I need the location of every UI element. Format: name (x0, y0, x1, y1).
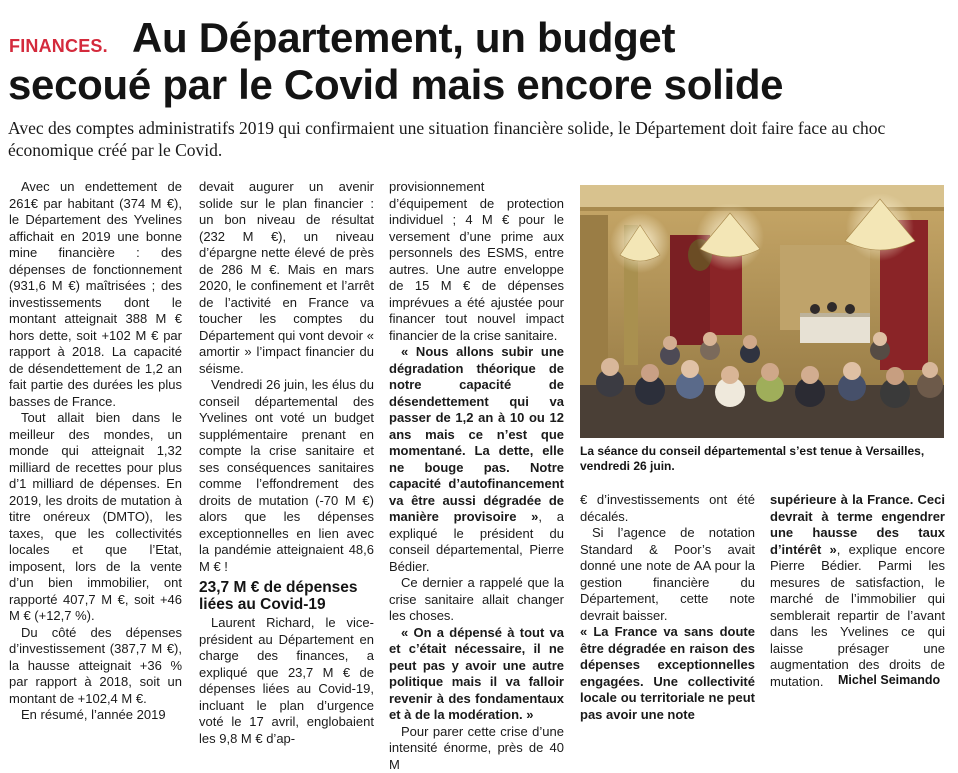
photo-caption: La séance du conseil départemental s’est tenue à Versailles, vendredi 26 juin. (580, 444, 944, 474)
column-1 (9, 179, 182, 724)
paragraph: Tout allait bien dans le meilleur des mondes, un monde qui atteignait 1,32 milliard de recettes pour plus d’1 milliard de dépenses. En 2019, les droits de mutation à titre onéreux (DMTO), les taxes, que les collectivités locales et que l’Etat, imposent, lors de la vente d’un bien immobilier, ont rapporté 407,7 M €, soit +46 M € (+12,7 %). (9, 410, 182, 625)
quote-paragraph (770, 492, 945, 690)
council-photo (580, 185, 944, 438)
headline (8, 14, 953, 108)
column-3 (389, 179, 564, 773)
paragraph: provisionnement d’équipement de protection individuel ; 4 M € pour le versement d’une prime aux personnels des ESMS, entre autres. Une autre enveloppe de 15 M € de dépenses imprévues a été ajustée pour financer tout nouvel impact financier de la crise sanitaire. (389, 179, 564, 344)
subheading: 23,7 M € de dépenses liées au Covid-19 (199, 579, 374, 613)
author-signature: Michel Seimando (838, 673, 940, 687)
paragraph: Vendredi 26 juin, les élus du conseil départemental des Yvelines ont voté un budget supplémentaire prenant en compte la crise sanitaire et ses conséquences sanitaires comme l’effondrement des droits de mutation (-70 M €) alors que les dépenses exceptionnelles en lien avec la pandémie atteignaient 48,6 M € ! (199, 377, 374, 575)
quote: « La France va sans doute être dégradée en raison des dépenses exceptionnelles engagées. Une collectivité locale ou territoriale ne peut pas avoir une note (580, 624, 755, 723)
paragraph: Si l’agence de notation Standard & Poor’s avait donné une note de AA pour la gestion financière du Département, cette note devrait baisser. (580, 525, 755, 624)
quote-paragraph (389, 344, 564, 575)
paragraph: Du côté des dépenses d’investissement (387,7 M €), la hausse atteignait +36 % par rapport à 2018, soit un montant de +102,4 M €. (9, 625, 182, 708)
section-kicker: FINANCES. (9, 36, 108, 57)
column-5 (770, 492, 945, 690)
paragraph: Ce dernier a rappelé que la crise sanitaire allait changer les choses. (389, 575, 564, 625)
quote-attribution: , a expliqué le président du conseil départemental, Pierre Bédier. (389, 509, 564, 574)
headline-line-1: Au Département, un budget (8, 14, 953, 61)
paragraph: € d’investissements ont été décalés. (580, 492, 755, 525)
quote: « On a dépensé à tout va et c’était nécessaire, il ne peut pas y avoir une autre politique mais il va falloir revenir à des fondamentaux et à de la modération. » (389, 625, 564, 724)
quote: supérieure à la France. Ceci devrait à terme engendrer une hausse des taux d’intérêt » (770, 492, 945, 557)
column-2 (199, 179, 374, 747)
standfirst: Avec des comptes administratifs 2019 qui confirmaient une situation financière solide, le Département doit faire face au choc économique créé par le Covid. (8, 117, 948, 161)
column-4 (580, 492, 755, 723)
paragraph: Avec un endettement de 261€ par habitant (374 M €), le Département des Yvelines affichait en 2019 une bonne mine financière : des dépenses de fonctionnement (931,6 M €) maîtrisées ; des investissements dont le montant atteignait 388 M € hors dette, soit +102 M € par rapport à 2018. La capacité de désendettement de 1,2 an fait partie des durées les plus basses de France. (9, 179, 182, 410)
paragraph: Pour parer cette crise d’une intensité énorme, près de 40 M (389, 724, 564, 773)
paragraph: devait augurer un avenir solide sur le plan financier : un bon niveau de résultat (232 M €), un niveau d’épargne nette élevé de près de 286 M €. Mais en mars 2020, le confinement et l’arrêt de l’activité en France va toucher les comptes du Département qui vont devoir « amortir » l’impact financier du séisme. (199, 179, 374, 377)
council-chamber-image (580, 185, 944, 438)
quote: « Nous allons subir une dégradation théorique de notre capacité de désendettement qui va passer de 1,2 an à 10 ou 12 ans mais ce n’est que momentané. La dette, elle ne bouge pas. Notre capacité d’autofinancement va être aussi dégradée de manière provisoire » (389, 344, 564, 524)
headline-line-2: secoué par le Covid mais encore solide (8, 61, 953, 108)
paragraph: , explique encore Pierre Bédier. Parmi les mesures de satisfaction, le marché de l’immobilier qui semblerait repartir de l’avant dans les Yvelines ce qui laisse présager une augmentation des droits de mutation. (770, 542, 945, 689)
paragraph: Laurent Richard, le vice-président au Département en charge des finances, a expliqué que 23,7 M € de dépenses liées au Covid-19, incluant le plan d’urgence voté le 17 avril, englobaient les 9,8 M € d’ap- (199, 615, 374, 747)
paragraph: En résumé, l’année 2019 (9, 707, 182, 724)
